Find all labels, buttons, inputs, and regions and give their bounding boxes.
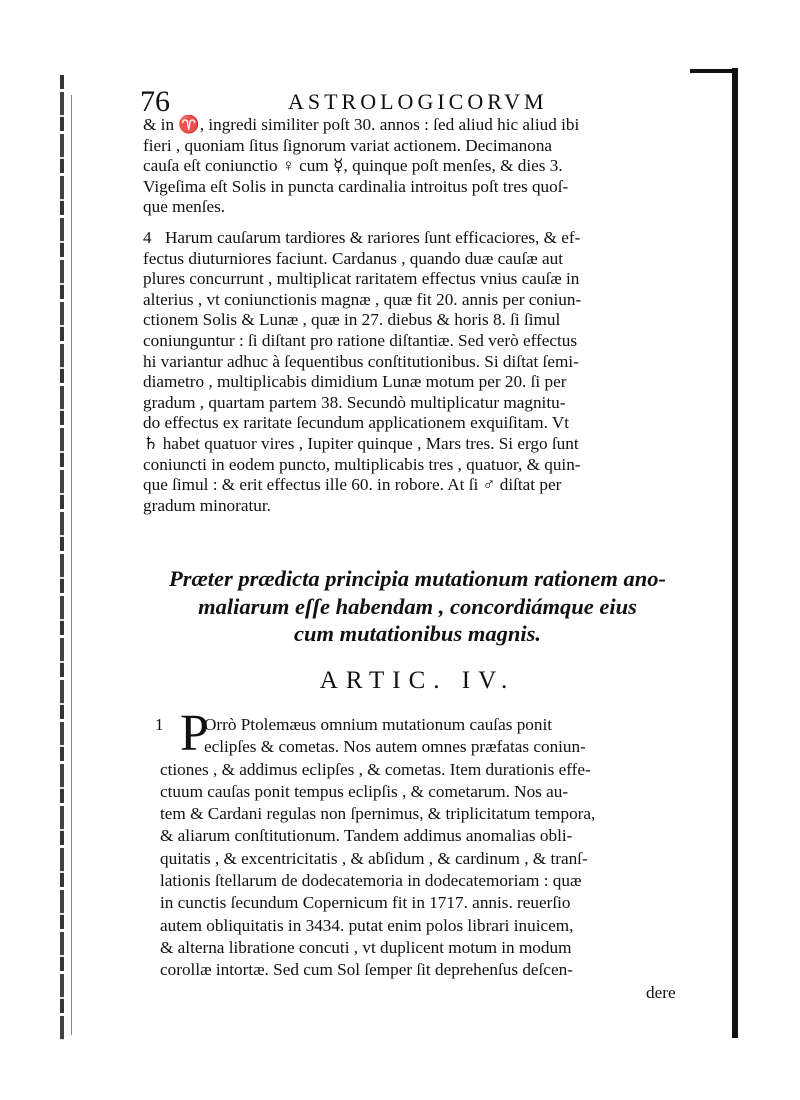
text-line: in cunctis ſecundum Copernicum fit in 1717. annis. reuerſio [160, 893, 571, 913]
text-line: ctuum cauſas ponit tempus eclipſis , & cometarum. Nos au- [160, 781, 569, 801]
text-line: autem obliquitatis in 3434. putat enim polos librari inuicem, [160, 915, 574, 935]
text-line: lationis ſtellarum de dodecatemoria in dodecatemoriam : quæ [160, 871, 582, 891]
scan-edge-left-inner [71, 95, 72, 1035]
text-line: gradum minoratur. [143, 495, 271, 515]
scan-edge-right [732, 68, 738, 1038]
text-line: & in ♈, ingredi similiter poſt 30. annos : ſed aliud hic aliud ibi [143, 115, 580, 134]
catchword: dere [646, 983, 676, 1002]
text-line: plures concurrunt , multiplicat raritatem effectus vnius cauſæ in [143, 269, 580, 289]
text-line-content: Harum cauſarum tardiores & rariores ſunt efficaciores, & ef- [165, 228, 581, 247]
running-title: ASTROLOGICORVM [288, 89, 548, 114]
scan-edge-left [60, 75, 64, 1040]
paragraph-number: 1 [155, 715, 164, 734]
paragraph-number: 4 [143, 228, 152, 247]
text-line: & alterna libratione concuti , vt duplicent motum in modum [160, 937, 572, 957]
section-heading [140, 565, 695, 648]
text-line: tem & Cardani regulas non ſpernimus, & triplicitatum tempora, [160, 804, 596, 824]
text-line: do effectus ex raritate ſecundum applicationem exquiſitam. Vt [143, 413, 570, 433]
text-line: ctionem Solis & Lunæ , quæ in 27. diebus & horis 8. ſi ſimul [143, 310, 561, 330]
text-line: diametro , multiplicabis dimidium Lunæ motum per 20. ſi per [143, 372, 567, 392]
paragraph-4 [143, 228, 688, 516]
article-heading: ARTIC. IV. [319, 667, 516, 694]
text-line [143, 228, 688, 249]
text-line: fieri , quoniam ſitus ſignorum variat actionem. Decimanona [143, 135, 553, 155]
text-line: gradum , quartam partem 38. Secundò multiplicatur magnitu- [143, 392, 566, 412]
text-line: hi variantur adhuc à ſequentibus conſtitutionibus. Si diſtat ſemi- [143, 351, 579, 371]
paragraph-1-article-iv [155, 705, 690, 982]
drop-cap: P [180, 705, 209, 762]
text-line: fectus diuturniores faciunt. Cardanus , quando duæ cauſæ aut [143, 248, 564, 268]
text-line: & aliarum conſtitutionum. Tandem addimus anomalias obli- [160, 826, 573, 846]
heading-line: Præter prædicta principia mutationum rationem ano- [169, 566, 666, 591]
text-line: alterius , vt coniunctionis magnæ , quæ fit 20. annis per coniun- [143, 289, 582, 309]
page-number: 76 [140, 85, 170, 118]
paragraph-continuation [143, 115, 688, 218]
text-line: eclipſes & cometas. Nos autem omnes præfatas coniun- [204, 737, 586, 757]
text-line: Orrò Ptolemæus omnium mutationum cauſas ponit [204, 715, 553, 734]
text-line: que ſimul : & erit effectus ille 60. in robore. At ſi ♂ diſtat per [143, 475, 562, 495]
text-line: quitatis , & excentricitatis , & abſidum , & cardinum , & tranſ- [160, 848, 588, 868]
text-line: cauſa eſt coniunctio ♀ cum ☿, quinque poſt menſes, & dies 3. [143, 156, 563, 176]
heading-line: maliarum eſſe habendam , concordiámque eius [198, 593, 637, 619]
text-line: Vigeſima eſt Solis in puncta cardinalia introitus poſt tres quoſ- [143, 176, 569, 196]
text-line: corollæ intortæ. Sed cum Sol ſemper ſit deprehenſus deſcen- [160, 960, 573, 980]
text-line: coniuncti in eodem puncto, multiplicabis tres , quatuor, & quin- [143, 454, 581, 474]
scan-edge-right-top [690, 69, 735, 73]
heading-line: cum mutationibus magnis. [294, 621, 541, 646]
text-line: que menſes. [143, 197, 226, 217]
text-line: ctiones , & addimus eclipſes , & cometas. Item durationis effe- [160, 759, 591, 779]
text-line: coniunguntur : ſi diſtant pro ratione diſtantiæ. Sed verò effectus [143, 330, 578, 350]
text-line: ♄ habet quatuor vires , Iupiter quinque , Mars tres. Si ergo ſunt [143, 433, 579, 453]
